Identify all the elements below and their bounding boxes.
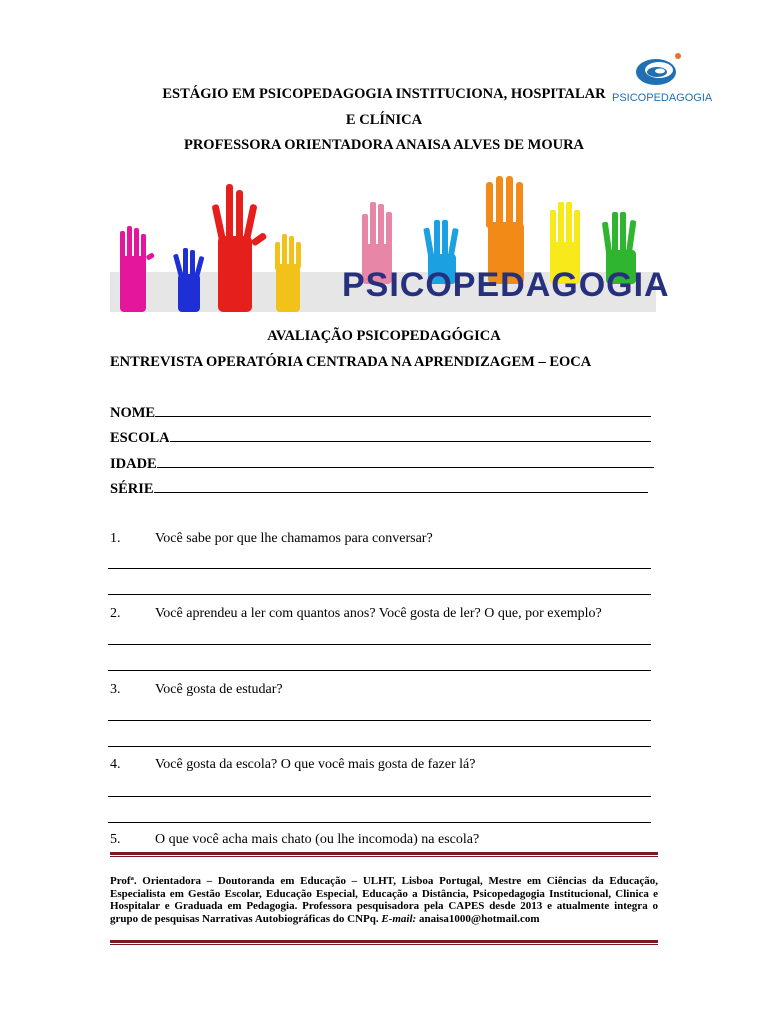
answer-line[interactable] — [108, 796, 651, 797]
question-text: Você gosta de estudar? — [155, 682, 283, 697]
footer-text: Profª. Orientadora – Doutoranda em Educação – ULHT, Lisboa Portugal, Mestre em Ciências da Educação, Especialista em Gestão Escolar, Educação Especial, Educação a Distância, Psicopedagogia Institucional, Clinica e Hospitalar e Graduada em Pedagogia. Professora pesquisadora pela CAPES desde 2013 e atualmente integra o grupo de pesquisas Narrativas Autobiográficas do CNPq. — [110, 875, 658, 925]
logo-text: PSICOPEDAGOGIA — [612, 92, 713, 104]
field-line — [154, 480, 648, 493]
page-subtitle: ENTREVISTA OPERATÓRIA CENTRADA NA APRENDIZAGEM – EOCA — [110, 354, 592, 370]
question-number: 3. — [110, 682, 121, 697]
question-number: 2. — [110, 606, 121, 621]
swirl-logo-icon — [612, 50, 702, 92]
field-label: ESCOLA — [110, 430, 170, 446]
serie-field[interactable] — [110, 480, 656, 498]
field-line — [155, 404, 651, 417]
banner-title: PSICOPEDAGOGIA — [342, 266, 670, 304]
field-line — [157, 455, 654, 468]
nome-field[interactable] — [110, 404, 656, 422]
answer-line[interactable] — [108, 594, 651, 595]
footer-top-rule — [110, 852, 658, 857]
answer-line[interactable] — [108, 644, 651, 645]
question-text: Você aprendeu a ler com quantos anos? Você gosta de ler? O que, por exemplo? — [155, 606, 602, 621]
question-text: Você sabe por que lhe chamamos para conversar? — [155, 531, 433, 546]
footer-bottom-rule — [110, 940, 658, 945]
question-number: 4. — [110, 757, 121, 772]
header-line-2: E CLÍNICA — [345, 112, 423, 128]
field-line — [170, 429, 651, 442]
field-label: IDADE — [110, 456, 157, 472]
answer-line[interactable] — [108, 670, 651, 671]
footer-email-label: E-mail: — [381, 912, 417, 925]
header-line-1: ESTÁGIO EM PSICOPEDAGOGIA INSTITUCIONA, HOSPITALAR — [162, 86, 606, 102]
field-label: NOME — [110, 405, 156, 421]
hands-banner — [110, 176, 670, 312]
page-title: AVALIAÇÃO PSICOPEDAGÓGICA — [267, 328, 501, 344]
psicopedagogia-logo — [612, 50, 713, 112]
escola-field[interactable] — [110, 429, 656, 447]
header-line-3: PROFESSORA ORIENTADORA ANAISA ALVES DE MOURA — [183, 137, 585, 153]
footer-bio — [110, 875, 658, 925]
question-number: 1. — [110, 531, 121, 546]
answer-line[interactable] — [108, 746, 651, 747]
field-label: SÉRIE — [110, 481, 154, 497]
question-number: 5. — [110, 832, 121, 847]
answer-line[interactable] — [108, 568, 651, 569]
idade-field[interactable] — [110, 455, 656, 473]
footer-email[interactable]: anaisa1000@hotmail.com — [418, 912, 540, 925]
answer-line[interactable] — [108, 822, 651, 823]
question-text: Você gosta da escola? O que você mais gosta de fazer lá? — [155, 757, 476, 772]
answer-line[interactable] — [108, 720, 651, 721]
question-text: O que você acha mais chato (ou lhe incomoda) na escola? — [155, 832, 480, 847]
